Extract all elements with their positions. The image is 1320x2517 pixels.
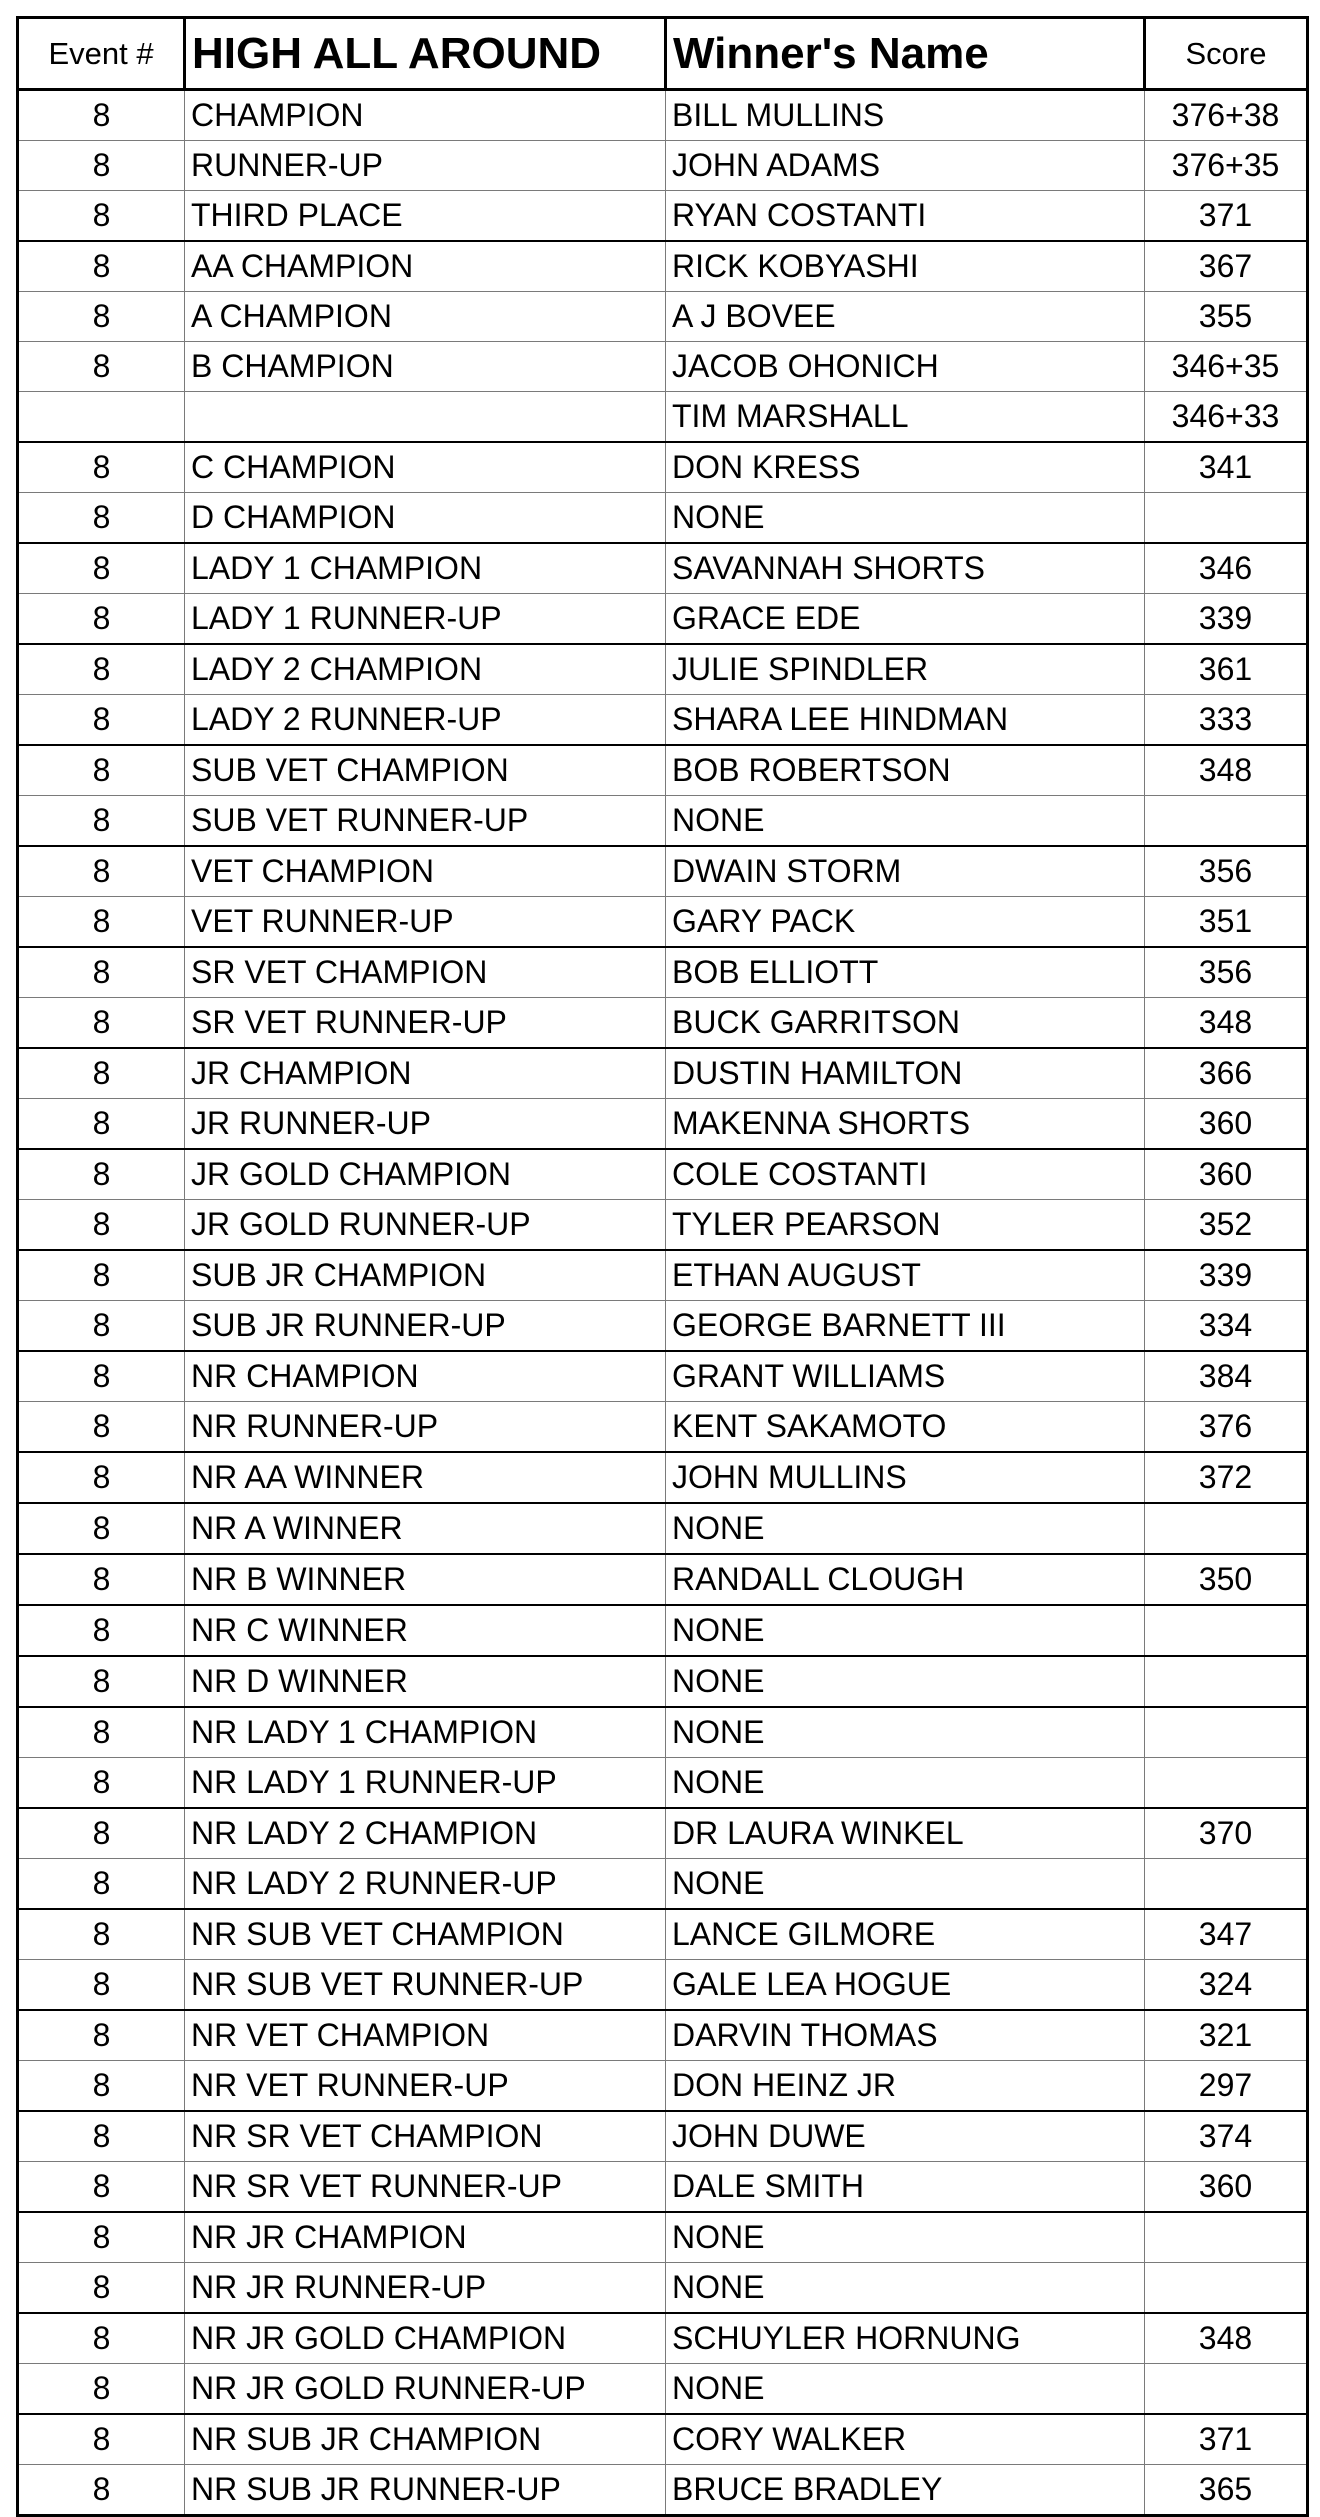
table-row bbox=[18, 191, 1308, 242]
table-row bbox=[18, 1554, 1308, 1605]
event-cell: 8 bbox=[18, 241, 185, 292]
winner-cell: SCHUYLER HORNUNG bbox=[666, 2313, 1145, 2364]
category-cell: NR A WINNER bbox=[185, 1503, 666, 1554]
score-cell: 339 bbox=[1145, 1250, 1308, 1301]
category-cell: D CHAMPION bbox=[185, 493, 666, 544]
category-cell: SUB JR CHAMPION bbox=[185, 1250, 666, 1301]
table-row bbox=[18, 1859, 1308, 1910]
winner-cell: GALE LEA HOGUE bbox=[666, 1960, 1145, 2011]
score-cell: 360 bbox=[1145, 1149, 1308, 1200]
winner-cell: RICK KOBYASHI bbox=[666, 241, 1145, 292]
results-sheet bbox=[16, 16, 1306, 2517]
winner-cell: COLE COSTANTI bbox=[666, 1149, 1145, 1200]
event-cell: 8 bbox=[18, 2313, 185, 2364]
category-cell: AA CHAMPION bbox=[185, 241, 666, 292]
event-cell: 8 bbox=[18, 1200, 185, 1251]
event-cell: 8 bbox=[18, 1048, 185, 1099]
event-cell: 8 bbox=[18, 90, 185, 141]
winner-cell: RANDALL CLOUGH bbox=[666, 1554, 1145, 1605]
category-cell: SUB VET RUNNER-UP bbox=[185, 796, 666, 847]
table-row bbox=[18, 897, 1308, 948]
category-cell: NR VET RUNNER-UP bbox=[185, 2061, 666, 2112]
category-cell: NR RUNNER-UP bbox=[185, 1402, 666, 1453]
table-row bbox=[18, 1351, 1308, 1402]
score-cell: 348 bbox=[1145, 2313, 1308, 2364]
winner-cell: GRANT WILLIAMS bbox=[666, 1351, 1145, 1402]
event-cell: 8 bbox=[18, 998, 185, 1049]
category-cell: NR LADY 1 CHAMPION bbox=[185, 1707, 666, 1758]
table-row bbox=[18, 543, 1308, 594]
score-cell: 365 bbox=[1145, 2465, 1308, 2516]
table-row bbox=[18, 2313, 1308, 2364]
category-cell: NR SR VET CHAMPION bbox=[185, 2111, 666, 2162]
winner-cell: JOHN ADAMS bbox=[666, 141, 1145, 191]
score-cell: 346+35 bbox=[1145, 342, 1308, 392]
table-row bbox=[18, 1605, 1308, 1656]
event-cell: 8 bbox=[18, 543, 185, 594]
score-cell bbox=[1145, 1605, 1308, 1656]
category-cell: SUB VET CHAMPION bbox=[185, 745, 666, 796]
score-cell: 348 bbox=[1145, 745, 1308, 796]
score-cell: 297 bbox=[1145, 2061, 1308, 2112]
event-cell: 8 bbox=[18, 2414, 185, 2465]
category-cell: NR VET CHAMPION bbox=[185, 2010, 666, 2061]
score-cell bbox=[1145, 2364, 1308, 2415]
table-row bbox=[18, 1707, 1308, 1758]
table-row bbox=[18, 493, 1308, 544]
category-cell: NR SUB VET RUNNER-UP bbox=[185, 1960, 666, 2011]
event-cell: 8 bbox=[18, 2162, 185, 2213]
winner-cell: BOB ELLIOTT bbox=[666, 947, 1145, 998]
score-cell: 352 bbox=[1145, 1200, 1308, 1251]
category-cell: LADY 1 CHAMPION bbox=[185, 543, 666, 594]
category-cell: SR VET CHAMPION bbox=[185, 947, 666, 998]
table-row bbox=[18, 141, 1308, 191]
table-row bbox=[18, 745, 1308, 796]
table-row bbox=[18, 241, 1308, 292]
score-cell: 355 bbox=[1145, 292, 1308, 342]
event-cell: 8 bbox=[18, 1656, 185, 1707]
event-cell: 8 bbox=[18, 1960, 185, 2011]
event-cell: 8 bbox=[18, 594, 185, 645]
category-cell: NR JR GOLD CHAMPION bbox=[185, 2313, 666, 2364]
table-row bbox=[18, 2364, 1308, 2415]
table-row bbox=[18, 1452, 1308, 1503]
event-column-header: Event # bbox=[18, 18, 185, 90]
score-cell: 376+38 bbox=[1145, 90, 1308, 141]
score-cell: 356 bbox=[1145, 947, 1308, 998]
category-cell: CHAMPION bbox=[185, 90, 666, 141]
table-row bbox=[18, 947, 1308, 998]
score-cell: 376+35 bbox=[1145, 141, 1308, 191]
table-row bbox=[18, 1149, 1308, 1200]
winner-cell: TIM MARSHALL bbox=[666, 392, 1145, 443]
score-cell: 346+33 bbox=[1145, 392, 1308, 443]
event-cell: 8 bbox=[18, 1909, 185, 1960]
event-cell: 8 bbox=[18, 1707, 185, 1758]
event-cell: 8 bbox=[18, 191, 185, 242]
event-cell: 8 bbox=[18, 897, 185, 948]
table-row bbox=[18, 1048, 1308, 1099]
winner-cell: NONE bbox=[666, 2364, 1145, 2415]
score-cell: 334 bbox=[1145, 1301, 1308, 1352]
category-cell: NR JR GOLD RUNNER-UP bbox=[185, 2364, 666, 2415]
winner-cell: SHARA LEE HINDMAN bbox=[666, 695, 1145, 746]
score-cell: 321 bbox=[1145, 2010, 1308, 2061]
score-cell: 367 bbox=[1145, 241, 1308, 292]
winner-cell: DARVIN THOMAS bbox=[666, 2010, 1145, 2061]
category-cell: NR SUB JR RUNNER-UP bbox=[185, 2465, 666, 2516]
winner-cell: JOHN MULLINS bbox=[666, 1452, 1145, 1503]
winner-cell: NONE bbox=[666, 1656, 1145, 1707]
event-cell: 8 bbox=[18, 1402, 185, 1453]
category-cell: NR AA WINNER bbox=[185, 1452, 666, 1503]
category-cell: B CHAMPION bbox=[185, 342, 666, 392]
winner-cell: DON KRESS bbox=[666, 442, 1145, 493]
score-cell: 361 bbox=[1145, 644, 1308, 695]
score-cell: 366 bbox=[1145, 1048, 1308, 1099]
category-cell: NR LADY 2 CHAMPION bbox=[185, 1808, 666, 1859]
category-cell: THIRD PLACE bbox=[185, 191, 666, 242]
category-cell: NR C WINNER bbox=[185, 1605, 666, 1656]
event-cell: 8 bbox=[18, 1605, 185, 1656]
event-cell: 8 bbox=[18, 292, 185, 342]
event-cell: 8 bbox=[18, 2010, 185, 2061]
category-cell: VET RUNNER-UP bbox=[185, 897, 666, 948]
winner-cell: JULIE SPINDLER bbox=[666, 644, 1145, 695]
winner-cell: BOB ROBERTSON bbox=[666, 745, 1145, 796]
winner-cell: NONE bbox=[666, 1859, 1145, 1910]
results-table bbox=[16, 16, 1309, 2517]
event-cell: 8 bbox=[18, 1503, 185, 1554]
winner-cell: DR LAURA WINKEL bbox=[666, 1808, 1145, 1859]
table-row bbox=[18, 1200, 1308, 1251]
winner-cell: A J BOVEE bbox=[666, 292, 1145, 342]
category-cell: NR SUB JR CHAMPION bbox=[185, 2414, 666, 2465]
score-cell: 360 bbox=[1145, 2162, 1308, 2213]
table-title-header: HIGH ALL AROUND bbox=[185, 18, 666, 90]
winner-cell: LANCE GILMORE bbox=[666, 1909, 1145, 1960]
category-cell: NR LADY 1 RUNNER-UP bbox=[185, 1758, 666, 1809]
category-cell: LADY 2 CHAMPION bbox=[185, 644, 666, 695]
score-cell bbox=[1145, 493, 1308, 544]
score-cell bbox=[1145, 796, 1308, 847]
category-cell: JR GOLD RUNNER-UP bbox=[185, 1200, 666, 1251]
event-cell: 8 bbox=[18, 1452, 185, 1503]
winner-cell: GEORGE BARNETT III bbox=[666, 1301, 1145, 1352]
winner-cell: DWAIN STORM bbox=[666, 846, 1145, 897]
event-cell: 8 bbox=[18, 947, 185, 998]
table-row bbox=[18, 796, 1308, 847]
table-row bbox=[18, 594, 1308, 645]
winner-cell: JOHN DUWE bbox=[666, 2111, 1145, 2162]
event-cell: 8 bbox=[18, 846, 185, 897]
event-cell: 8 bbox=[18, 644, 185, 695]
event-cell: 8 bbox=[18, 1351, 185, 1402]
table-row bbox=[18, 2263, 1308, 2314]
winner-cell: NONE bbox=[666, 1707, 1145, 1758]
score-column-header: Score bbox=[1145, 18, 1308, 90]
score-cell bbox=[1145, 1656, 1308, 1707]
category-cell: JR CHAMPION bbox=[185, 1048, 666, 1099]
table-row bbox=[18, 1301, 1308, 1352]
winner-cell: NONE bbox=[666, 1758, 1145, 1809]
category-cell: LADY 2 RUNNER-UP bbox=[185, 695, 666, 746]
category-cell: SUB JR RUNNER-UP bbox=[185, 1301, 666, 1352]
table-row bbox=[18, 392, 1308, 443]
table-row bbox=[18, 1250, 1308, 1301]
event-cell: 8 bbox=[18, 1250, 185, 1301]
winner-cell: BILL MULLINS bbox=[666, 90, 1145, 141]
winner-cell: DALE SMITH bbox=[666, 2162, 1145, 2213]
event-cell: 8 bbox=[18, 342, 185, 392]
score-cell: 341 bbox=[1145, 442, 1308, 493]
score-cell: 360 bbox=[1145, 1099, 1308, 1150]
table-row bbox=[18, 2111, 1308, 2162]
table-row bbox=[18, 2162, 1308, 2213]
category-cell: NR SUB VET CHAMPION bbox=[185, 1909, 666, 1960]
score-cell: 371 bbox=[1145, 191, 1308, 242]
winner-cell: KENT SAKAMOTO bbox=[666, 1402, 1145, 1453]
table-row bbox=[18, 90, 1308, 141]
category-cell bbox=[185, 392, 666, 443]
event-cell: 8 bbox=[18, 2465, 185, 2516]
winner-cell: NONE bbox=[666, 2212, 1145, 2263]
event-cell: 8 bbox=[18, 2364, 185, 2415]
score-cell: 376 bbox=[1145, 1402, 1308, 1453]
event-cell: 8 bbox=[18, 2263, 185, 2314]
event-cell: 8 bbox=[18, 2111, 185, 2162]
table-row bbox=[18, 2010, 1308, 2061]
category-cell: C CHAMPION bbox=[185, 442, 666, 493]
table-body bbox=[18, 90, 1308, 2516]
event-cell: 8 bbox=[18, 141, 185, 191]
score-cell: 346 bbox=[1145, 543, 1308, 594]
event-cell: 8 bbox=[18, 1099, 185, 1150]
header-row bbox=[18, 18, 1308, 90]
category-cell: NR SR VET RUNNER-UP bbox=[185, 2162, 666, 2213]
category-cell: JR GOLD CHAMPION bbox=[185, 1149, 666, 1200]
score-cell bbox=[1145, 1707, 1308, 1758]
winner-cell: NONE bbox=[666, 493, 1145, 544]
table-row bbox=[18, 644, 1308, 695]
score-cell bbox=[1145, 1859, 1308, 1910]
table-row bbox=[18, 442, 1308, 493]
event-cell: 8 bbox=[18, 2212, 185, 2263]
winner-column-header: Winner's Name bbox=[666, 18, 1145, 90]
winner-cell: BRUCE BRADLEY bbox=[666, 2465, 1145, 2516]
event-cell: 8 bbox=[18, 695, 185, 746]
table-row bbox=[18, 1808, 1308, 1859]
score-cell: 374 bbox=[1145, 2111, 1308, 2162]
table-row bbox=[18, 998, 1308, 1049]
category-cell: LADY 1 RUNNER-UP bbox=[185, 594, 666, 645]
table-row bbox=[18, 846, 1308, 897]
category-cell: NR LADY 2 RUNNER-UP bbox=[185, 1859, 666, 1910]
score-cell: 350 bbox=[1145, 1554, 1308, 1605]
category-cell: RUNNER-UP bbox=[185, 141, 666, 191]
score-cell: 347 bbox=[1145, 1909, 1308, 1960]
category-cell: A CHAMPION bbox=[185, 292, 666, 342]
score-cell: 356 bbox=[1145, 846, 1308, 897]
winner-cell: NONE bbox=[666, 2263, 1145, 2314]
winner-cell: JACOB OHONICH bbox=[666, 342, 1145, 392]
score-cell: 371 bbox=[1145, 2414, 1308, 2465]
winner-cell: DON HEINZ JR bbox=[666, 2061, 1145, 2112]
event-cell: 8 bbox=[18, 2061, 185, 2112]
table-row bbox=[18, 695, 1308, 746]
event-cell: 8 bbox=[18, 1301, 185, 1352]
score-cell: 372 bbox=[1145, 1452, 1308, 1503]
winner-cell: NONE bbox=[666, 1503, 1145, 1554]
table-row bbox=[18, 1656, 1308, 1707]
winner-cell: GRACE EDE bbox=[666, 594, 1145, 645]
winner-cell: SAVANNAH SHORTS bbox=[666, 543, 1145, 594]
winner-cell: CORY WALKER bbox=[666, 2414, 1145, 2465]
category-cell: JR RUNNER-UP bbox=[185, 1099, 666, 1150]
table-row bbox=[18, 2061, 1308, 2112]
score-cell: 351 bbox=[1145, 897, 1308, 948]
event-cell: 8 bbox=[18, 1859, 185, 1910]
winner-cell: ETHAN AUGUST bbox=[666, 1250, 1145, 1301]
table-row bbox=[18, 292, 1308, 342]
table-header bbox=[18, 18, 1308, 90]
winner-cell: RYAN COSTANTI bbox=[666, 191, 1145, 242]
table-row bbox=[18, 1402, 1308, 1453]
winner-cell: MAKENNA SHORTS bbox=[666, 1099, 1145, 1150]
event-cell: 8 bbox=[18, 1149, 185, 1200]
event-cell: 8 bbox=[18, 442, 185, 493]
table-row bbox=[18, 2414, 1308, 2465]
category-cell: SR VET RUNNER-UP bbox=[185, 998, 666, 1049]
score-cell: 324 bbox=[1145, 1960, 1308, 2011]
score-cell: 333 bbox=[1145, 695, 1308, 746]
score-cell: 384 bbox=[1145, 1351, 1308, 1402]
event-cell: 8 bbox=[18, 745, 185, 796]
table-row bbox=[18, 1960, 1308, 2011]
score-cell: 348 bbox=[1145, 998, 1308, 1049]
category-cell: VET CHAMPION bbox=[185, 846, 666, 897]
winner-cell: TYLER PEARSON bbox=[666, 1200, 1145, 1251]
score-cell bbox=[1145, 1503, 1308, 1554]
category-cell: NR B WINNER bbox=[185, 1554, 666, 1605]
winner-cell: NONE bbox=[666, 1605, 1145, 1656]
score-cell: 339 bbox=[1145, 594, 1308, 645]
event-cell: 8 bbox=[18, 1554, 185, 1605]
category-cell: NR D WINNER bbox=[185, 1656, 666, 1707]
table-row bbox=[18, 1503, 1308, 1554]
score-cell bbox=[1145, 2263, 1308, 2314]
event-cell: 8 bbox=[18, 493, 185, 544]
winner-cell: GARY PACK bbox=[666, 897, 1145, 948]
event-cell: 8 bbox=[18, 1758, 185, 1809]
score-cell bbox=[1145, 1758, 1308, 1809]
winner-cell: NONE bbox=[666, 796, 1145, 847]
event-cell bbox=[18, 392, 185, 443]
category-cell: NR JR CHAMPION bbox=[185, 2212, 666, 2263]
winner-cell: BUCK GARRITSON bbox=[666, 998, 1145, 1049]
table-row bbox=[18, 1099, 1308, 1150]
table-row bbox=[18, 2212, 1308, 2263]
table-row bbox=[18, 2465, 1308, 2516]
table-row bbox=[18, 1758, 1308, 1809]
category-cell: NR CHAMPION bbox=[185, 1351, 666, 1402]
event-cell: 8 bbox=[18, 796, 185, 847]
category-cell: NR JR RUNNER-UP bbox=[185, 2263, 666, 2314]
score-cell: 370 bbox=[1145, 1808, 1308, 1859]
winner-cell: DUSTIN HAMILTON bbox=[666, 1048, 1145, 1099]
score-cell bbox=[1145, 2212, 1308, 2263]
table-row bbox=[18, 1909, 1308, 1960]
event-cell: 8 bbox=[18, 1808, 185, 1859]
table-row bbox=[18, 342, 1308, 392]
